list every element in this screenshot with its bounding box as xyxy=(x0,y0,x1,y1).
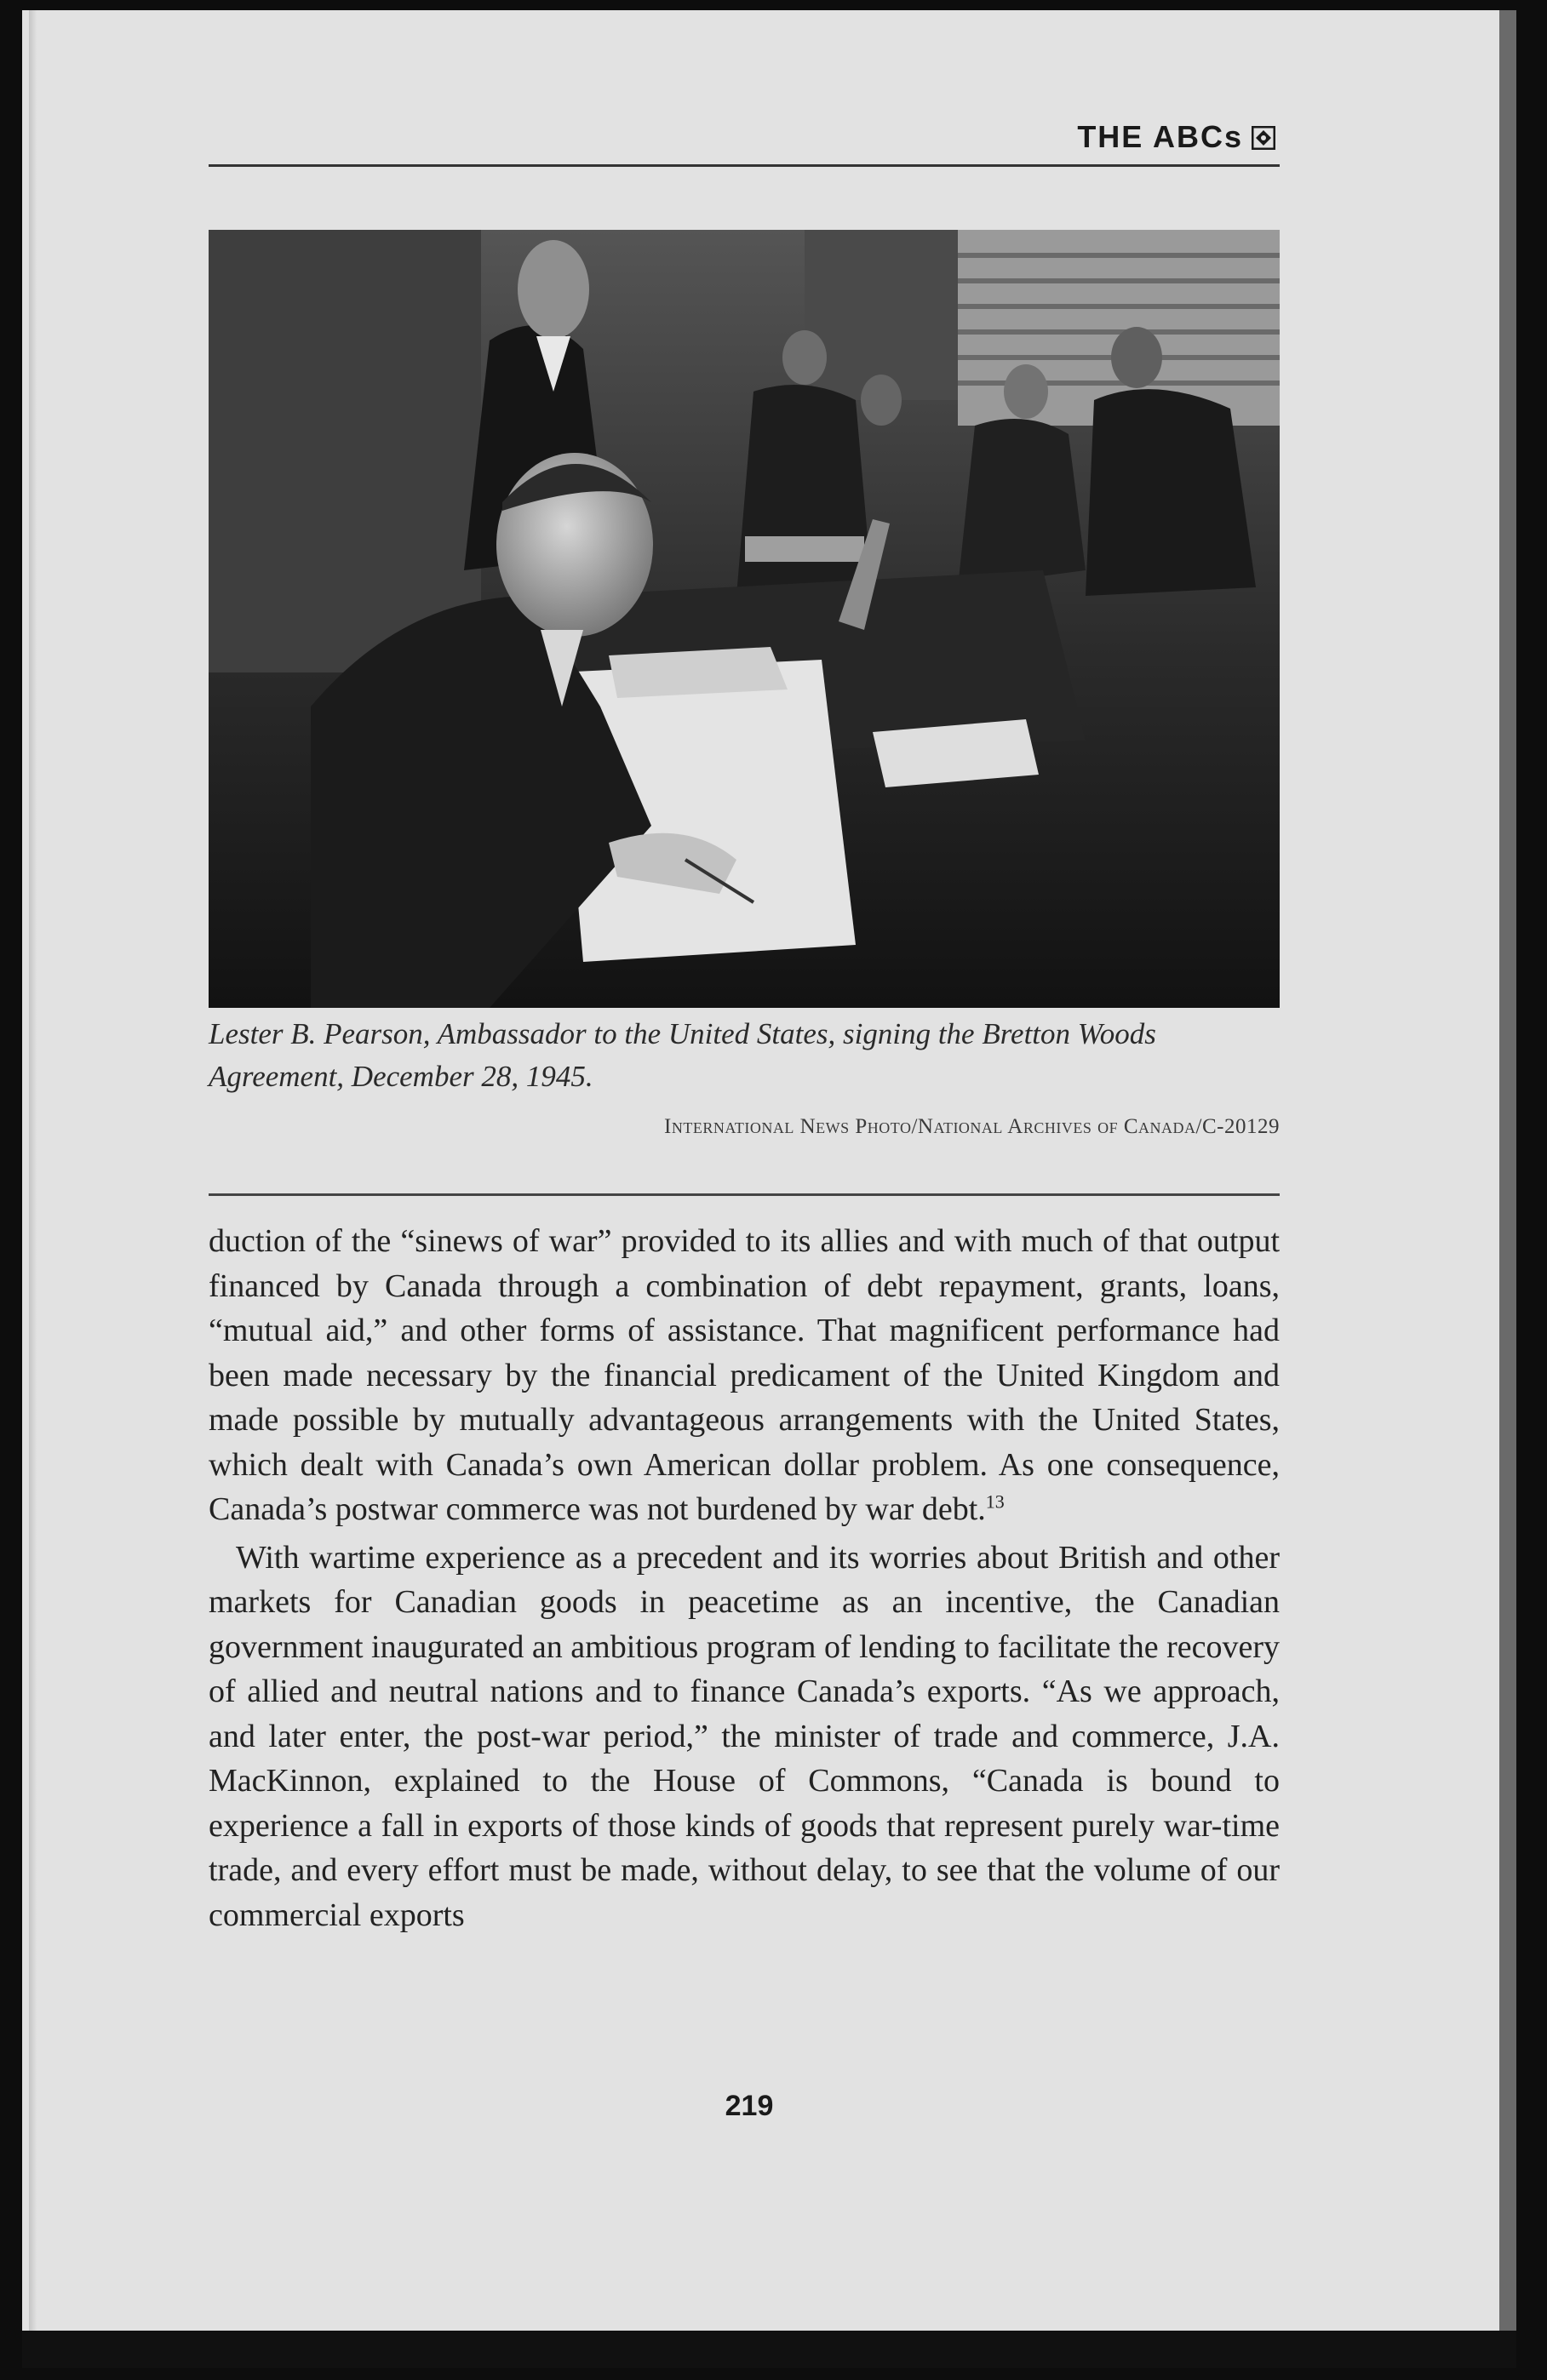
running-head-text: THE ABCs xyxy=(1077,119,1243,154)
archival-photo xyxy=(209,230,1280,1008)
ornament-icon xyxy=(1252,122,1275,157)
caption-line-1: Lester B. Pearson, Ambassador to the United States, signing the Bretton Woods xyxy=(209,1017,1156,1050)
scan-border-bottom xyxy=(22,2331,1516,2368)
caption-line-2: Agreement, December 28, 1945. xyxy=(209,1060,593,1093)
paragraph-text: duction of the “sinews of war” provided to its allies and with much of that output financed by Canada through a combination of debt repayment, grants, loans, “mutual aid,” and other forms of assistance. That magnificent performance had been made necessary by the financial predicament of the United Kingdom and made possible by mutually advantageous arrangements with the United States, which dealt with Canada’s own American dollar problem. As one consequence, Canada’s postwar commerce was not burdened by war debt. xyxy=(209,1223,1280,1527)
paragraph: With wartime experience as a precedent and its worries about British and other markets for Canadian goods in peacetime as an incentive, the Canadian government inaugurated an ambitious program of lending to facilitate the recovery of allied and neutral nations and to finance Canada’s exports. “As we approach, and later enter, the post-war period,” the minister of trade and commerce, J.A. MacKinnon, explained to the House of Commons, “Canada is bound to experience a fall in exports of those kinds of goods that represent purely war-time trade, and every effort must be made, without delay, to see that the volume of our commercial exports xyxy=(209,1539,1280,1933)
caption-rule xyxy=(209,1193,1280,1196)
body-text xyxy=(209,1219,1280,1937)
photo-caption xyxy=(209,1013,1280,1098)
footnote-marker: 13 xyxy=(985,1490,1005,1513)
photo-credit: International News Photo/National Archives of Canada/C-20129 xyxy=(664,1115,1280,1138)
paragraph xyxy=(209,1219,1280,1532)
page-gutter xyxy=(29,10,37,2368)
page-edge-shadow xyxy=(1499,10,1516,2368)
running-head xyxy=(937,119,1275,157)
page-number: 219 xyxy=(725,2090,774,2122)
header-rule xyxy=(209,164,1280,167)
